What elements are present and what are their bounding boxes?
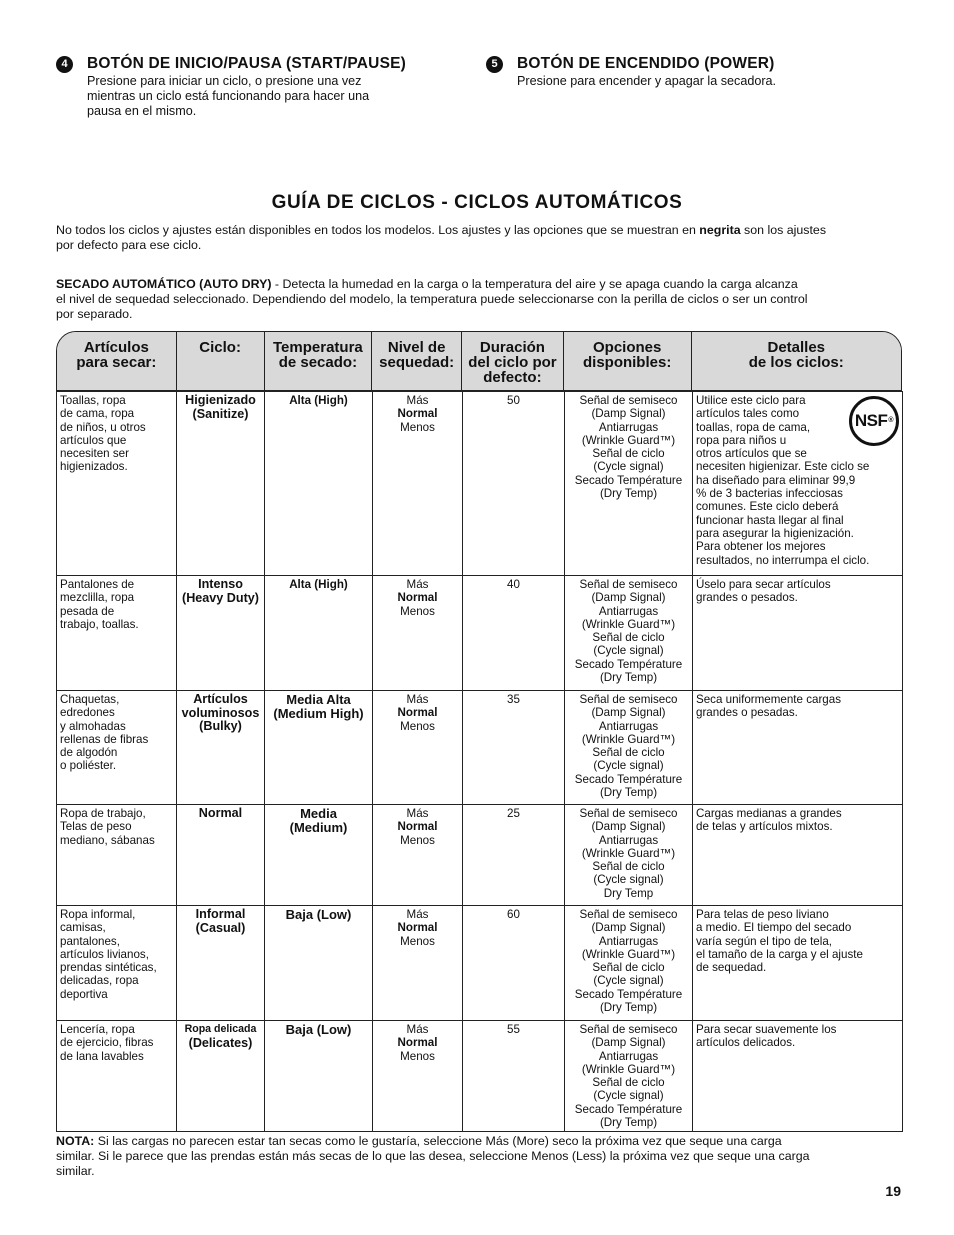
section-line: mientras un ciclo está funcionando para hacer una [87, 89, 370, 103]
article-line: Pantalones de [60, 578, 135, 591]
option-line: Secado Température [574, 473, 683, 487]
note-text-line2: similar. Si le parece que las prendas están más secas de lo que las desea, seleccione Menos (Less) la próxima vez que seque una carga [56, 1149, 810, 1163]
detail-line: el tamaño de la carga y el ajuste [696, 947, 863, 961]
section-line: Presione para iniciar un ciclo, o presione una vez [87, 74, 362, 88]
details-cell [693, 1021, 903, 1132]
article-line: mediano, sábanas [60, 833, 155, 847]
detail-line: a medio. El tiempo del secado [696, 921, 852, 935]
detail-line: para asegurar la higienización. [696, 526, 854, 540]
dryness-level: Menos [400, 719, 435, 733]
options-cell [565, 1021, 693, 1132]
option-line: Señal de ciclo [592, 860, 665, 874]
details-cell [693, 805, 903, 906]
dryness-level-cell [373, 392, 463, 576]
detail-line: grandes o pesados. [696, 591, 798, 605]
article-line: artículos que [60, 433, 127, 447]
temperature-value: Alta (High) [289, 394, 348, 407]
dryness-level-cell [373, 805, 463, 906]
article-line: pesada de [60, 604, 115, 618]
section-title-start-pause: BOTÓN DE INICIO/PAUSA (START/PAUSE) [87, 55, 407, 72]
articles-cell [57, 392, 177, 576]
dryness-level: Normal [397, 1036, 438, 1050]
intro-text-line2: por defecto para ese ciclo. [56, 238, 202, 252]
option-line: Secado Température [574, 657, 683, 671]
section-line: pausa en el mismo. [87, 104, 197, 118]
detail-line: grandes o pesadas. [696, 706, 798, 720]
temperature-value: Baja (Low) [285, 1022, 352, 1037]
option-line: Señal de semiseco [579, 394, 678, 407]
cycle-name: (Casual) [195, 920, 246, 935]
article-line: trabajo, toallas. [60, 617, 139, 631]
option-line: (Cycle signal) [593, 873, 664, 887]
articles-cell [57, 1021, 177, 1132]
cycle-cell [177, 805, 265, 906]
article-line: Telas de peso [60, 820, 132, 834]
nsf-logo-text: NSF [854, 411, 888, 431]
option-line: Señal de semiseco [579, 807, 678, 820]
article-line: de ejercicio, fibras [60, 1036, 154, 1050]
header-line: Temperatura [273, 339, 363, 356]
auto-dry-text-line3: por separado. [56, 307, 133, 321]
option-line: (Cycle signal) [593, 460, 664, 474]
detail-line: artículos delicados. [696, 1036, 796, 1050]
option-line: (Dry Temp) [599, 487, 658, 501]
articles-cell [57, 576, 177, 691]
temperature-value: Baja (Low) [285, 907, 352, 922]
intro-text: No todos los ciclos y ajustes están disponibles en todos los modelos. Los ajustes y las opciones que se muestran en [56, 223, 700, 237]
option-line: (Damp Signal) [591, 1036, 666, 1050]
section-power [486, 55, 776, 89]
options-cell [565, 906, 693, 1021]
dryness-level: Normal [397, 591, 438, 605]
temperature-value: Media [300, 806, 337, 821]
header-duration [462, 332, 564, 390]
duration-value: 50 [507, 394, 520, 407]
detail-line: comunes. Este ciclo deberá [696, 500, 839, 514]
temperature-cell [265, 906, 373, 1021]
option-line: (Damp Signal) [591, 706, 666, 720]
cycle-cell [177, 576, 265, 691]
detail-line: % de 3 bacterias infecciosas [696, 487, 843, 501]
header-line: de secado: [278, 354, 358, 371]
section-title-power: BOTÓN DE ENCENDIDO (POWER) [517, 55, 775, 72]
detail-line: artículos tales como [696, 407, 800, 421]
header-line: sequedad: [379, 354, 455, 371]
article-line: camisas, [60, 921, 106, 935]
dryness-level: Más [406, 807, 429, 820]
header-line: para secar: [76, 354, 157, 371]
header-details [692, 332, 902, 390]
cycle-name: Intenso [198, 577, 243, 591]
registered-mark-icon: ® [888, 417, 894, 425]
header-cycle [177, 332, 265, 390]
header-dryness-level [372, 332, 462, 390]
table-row [57, 392, 903, 576]
dryness-level: Menos [400, 833, 435, 847]
article-line: edredones [60, 706, 115, 720]
detail-line: funcionar hasta llegar al final [696, 513, 844, 527]
article-line: de niños, u otros [60, 420, 146, 434]
detail-line: Úselo para secar artículos [696, 578, 831, 591]
cycle-name: Informal [195, 907, 246, 921]
detail-line: ropa para niños u [696, 433, 787, 447]
details-cell [693, 691, 903, 805]
cycle-name: (Bulky) [199, 719, 242, 734]
cycle-guide-table [56, 331, 902, 1132]
option-line: Secado Température [574, 1102, 683, 1116]
options-cell [565, 392, 693, 576]
article-line: deportiva [60, 987, 108, 1001]
option-line: (Damp Signal) [591, 591, 666, 605]
option-line: Antiarrugas [598, 833, 659, 847]
section-start-pause [56, 55, 406, 119]
details-cell [693, 576, 903, 691]
option-line: (Cycle signal) [593, 1089, 664, 1103]
table-row [57, 805, 903, 906]
detail-line: Para obtener los mejores [696, 540, 826, 554]
temperature-value: (Medium High) [273, 706, 364, 721]
auto-dry-text: - Detecta la humedad en la carga o la temperatura del aire y se apaga cuando la carga alcanza [271, 277, 798, 291]
temperature-cell [265, 1021, 373, 1132]
header-line: Artículos [83, 339, 149, 356]
option-line: Señal de ciclo [592, 961, 665, 975]
option-line: Señal de semiseco [579, 1023, 678, 1036]
duration-cell [463, 805, 565, 906]
cycle-name: Normal [198, 806, 243, 820]
option-line: Señal de ciclo [592, 746, 665, 760]
duration-value: 40 [507, 578, 520, 591]
number-badge-4: 4 [56, 56, 73, 73]
articles-cell [57, 691, 177, 805]
cycle-name: (Delicates) [188, 1035, 253, 1050]
guide-title: GUÍA DE CICLOS - CICLOS AUTOMÁTICOS [271, 192, 683, 213]
detail-line: otros artículos que se [696, 447, 807, 461]
header-temperature [265, 332, 373, 390]
duration-cell [463, 906, 565, 1021]
dryness-level: Menos [400, 604, 435, 618]
note-text-line3: similar. [56, 1164, 95, 1178]
article-line: Toallas, ropa [60, 394, 126, 407]
cycle-cell [177, 691, 265, 805]
section-text-power [517, 74, 776, 89]
header-line: Nivel de [387, 339, 446, 356]
duration-cell [463, 691, 565, 805]
detail-line: ha diseñado para eliminar 99,9 [696, 473, 856, 487]
article-line: Lencería, ropa [60, 1023, 135, 1036]
dryness-level: Normal [397, 820, 438, 834]
option-line: (Wrinkle Guard™) [581, 1062, 676, 1076]
duration-cell [463, 1021, 565, 1132]
details-cell [693, 392, 903, 576]
temperature-cell [265, 691, 373, 805]
option-line: (Cycle signal) [593, 974, 664, 988]
note-text: Si las cargas no parecen estar tan secas como le gustaría, seleccione Más (More) seco la próxima vez que seque una carga [94, 1134, 782, 1148]
dryness-level-cell [373, 691, 463, 805]
cycle-cell [177, 906, 265, 1021]
duration-value: 35 [507, 693, 520, 706]
article-line: rellenas de fibras [60, 732, 149, 746]
options-cell [565, 805, 693, 906]
header-line: del ciclo por [468, 354, 557, 371]
temperature-value: Media Alta [286, 692, 351, 707]
article-line: prendas sintéticas, [60, 961, 157, 975]
note-label: NOTA: [56, 1134, 95, 1148]
detail-line: toallas, ropa de cama, [696, 420, 811, 434]
header-articles [57, 332, 177, 390]
table-row [57, 691, 903, 805]
cycle-name: Ropa delicada [184, 1023, 257, 1035]
detail-line: Seca uniformemente cargas [696, 693, 841, 706]
option-line: Señal de semiseco [579, 693, 678, 706]
detail-line: Utilice este ciclo para [696, 394, 806, 407]
dryness-level: Normal [397, 921, 438, 935]
intro-text-end: son los ajustes [740, 223, 827, 237]
table-body [56, 391, 903, 1132]
article-line: de lana lavables [60, 1049, 144, 1063]
intro-paragraph [56, 223, 906, 253]
cycle-name: Higienizado [185, 393, 256, 407]
table-row [57, 906, 903, 1021]
option-line: Antiarrugas [598, 1049, 659, 1063]
article-line: y almohadas [60, 719, 126, 733]
detail-line: necesiten higienizar. Este ciclo se [696, 460, 870, 474]
detail-line: resultados, no interrumpa el ciclo. [696, 553, 870, 567]
article-line: Chaquetas, [60, 693, 120, 706]
option-line: (Dry Temp) [599, 671, 658, 685]
option-line: (Cycle signal) [593, 759, 664, 773]
option-line: Antiarrugas [598, 934, 659, 948]
options-cell [565, 691, 693, 805]
duration-cell [463, 576, 565, 691]
option-line: Señal de ciclo [592, 1076, 665, 1090]
temperature-cell [265, 576, 373, 691]
option-line: Secado Température [574, 987, 683, 1001]
dryness-level-cell [373, 1021, 463, 1132]
option-line: (Wrinkle Guard™) [581, 617, 676, 631]
dryness-level: Más [406, 693, 429, 706]
number-badge-5: 5 [486, 56, 503, 73]
table-row [57, 1021, 903, 1132]
option-line: Señal de ciclo [592, 447, 665, 461]
option-line: (Damp Signal) [591, 407, 666, 421]
detail-line: Cargas medianas a grandes [696, 807, 842, 820]
details-cell [693, 906, 903, 1021]
option-line: (Wrinkle Guard™) [581, 732, 676, 746]
dryness-level: Más [406, 578, 429, 591]
option-line: (Cycle signal) [593, 644, 664, 658]
option-line: Dry Temp [603, 886, 654, 900]
cycle-name: (Heavy Duty) [182, 590, 259, 605]
dryness-level: Menos [400, 420, 435, 434]
header-line: Ciclo: [199, 339, 241, 356]
auto-dry-paragraph [56, 277, 906, 322]
cycle-name: (Sanitize) [192, 406, 249, 421]
dryness-level-cell [373, 576, 463, 691]
article-line: Ropa de trabajo, [60, 807, 146, 820]
duration-cell [463, 392, 565, 576]
temperature-value: (Medium) [289, 820, 348, 835]
header-options [564, 332, 692, 390]
dryness-level: Más [406, 908, 429, 921]
cycle-cell [177, 1021, 265, 1132]
temperature-value: Alta (High) [289, 578, 348, 591]
option-line: (Wrinkle Guard™) [581, 433, 676, 447]
auto-dry-label: SECADO AUTOMÁTICO (AUTO DRY) [56, 277, 272, 291]
note-paragraph [56, 1134, 906, 1179]
options-cell [565, 576, 693, 691]
article-line: de algodón [60, 746, 118, 760]
detail-line: Para secar suavemente los [696, 1023, 837, 1036]
option-line: Señal de ciclo [592, 631, 665, 645]
header-line: defecto: [483, 369, 542, 386]
detail-line: Para telas de peso liviano [696, 908, 829, 921]
header-line: Duración [479, 339, 545, 356]
table-header [56, 331, 902, 391]
header-line: disponibles: [582, 354, 672, 371]
option-line: Antiarrugas [598, 604, 659, 618]
cycle-name: voluminosos [181, 705, 260, 720]
section-line: Presione para encender y apagar la secadora. [517, 74, 777, 88]
option-line: (Dry Temp) [599, 1116, 658, 1130]
detail-line: varía según el tipo de tela, [696, 934, 832, 948]
dryness-level: Normal [397, 706, 438, 720]
auto-dry-text-line2: el nivel de sequedad seleccionado. Dependiendo del modelo, la temperatura puede seleccionarse con la perilla de ciclos o ser un control [56, 292, 808, 306]
detail-line: de telas y artículos mixtos. [696, 820, 833, 834]
option-line: Secado Température [574, 772, 683, 786]
header-line: Opciones [592, 339, 662, 356]
article-line: de cama, ropa [60, 407, 135, 421]
option-line: Señal de semiseco [579, 908, 678, 921]
option-line: Antiarrugas [598, 719, 659, 733]
cycle-cell [177, 392, 265, 576]
intro-bold-word: negrita [699, 223, 741, 237]
article-line: necesiten ser [60, 447, 129, 461]
articles-cell [57, 906, 177, 1021]
header-line: de los ciclos: [748, 354, 844, 371]
article-line: Ropa informal, [60, 908, 136, 921]
temperature-cell [265, 392, 373, 576]
option-line: (Dry Temp) [599, 786, 658, 800]
option-line: Antiarrugas [598, 420, 659, 434]
section-text-start-pause [87, 74, 406, 119]
nsf-logo-icon [849, 396, 899, 446]
table-row [57, 576, 903, 691]
dryness-level: Menos [400, 1049, 435, 1063]
option-line: (Wrinkle Guard™) [581, 846, 676, 860]
dryness-level-cell [373, 906, 463, 1021]
duration-value: 60 [507, 908, 520, 921]
duration-value: 55 [507, 1023, 520, 1036]
detail-line: de sequedad. [696, 961, 767, 975]
option-line: (Damp Signal) [591, 820, 666, 834]
article-line: o poliéster. [60, 759, 117, 773]
page-number: 19 [885, 1183, 901, 1199]
header-line: Detalles [767, 339, 826, 356]
dryness-level: Menos [400, 934, 435, 948]
article-line: pantalones, [60, 934, 120, 948]
option-line: Señal de semiseco [579, 578, 678, 591]
article-line: mezclilla, ropa [60, 591, 135, 605]
temperature-cell [265, 805, 373, 906]
article-line: higienizados. [60, 460, 128, 474]
cycle-name: Artículos [193, 692, 248, 706]
option-line: (Damp Signal) [591, 921, 666, 935]
duration-value: 25 [507, 807, 520, 820]
article-line: delicadas, ropa [60, 974, 139, 988]
articles-cell [57, 805, 177, 906]
option-line: (Dry Temp) [599, 1001, 658, 1015]
article-line: artículos livianos, [60, 947, 149, 961]
dryness-level: Normal [397, 407, 438, 421]
dryness-level: Más [406, 394, 429, 407]
option-line: (Wrinkle Guard™) [581, 947, 676, 961]
dryness-level: Más [406, 1023, 429, 1036]
